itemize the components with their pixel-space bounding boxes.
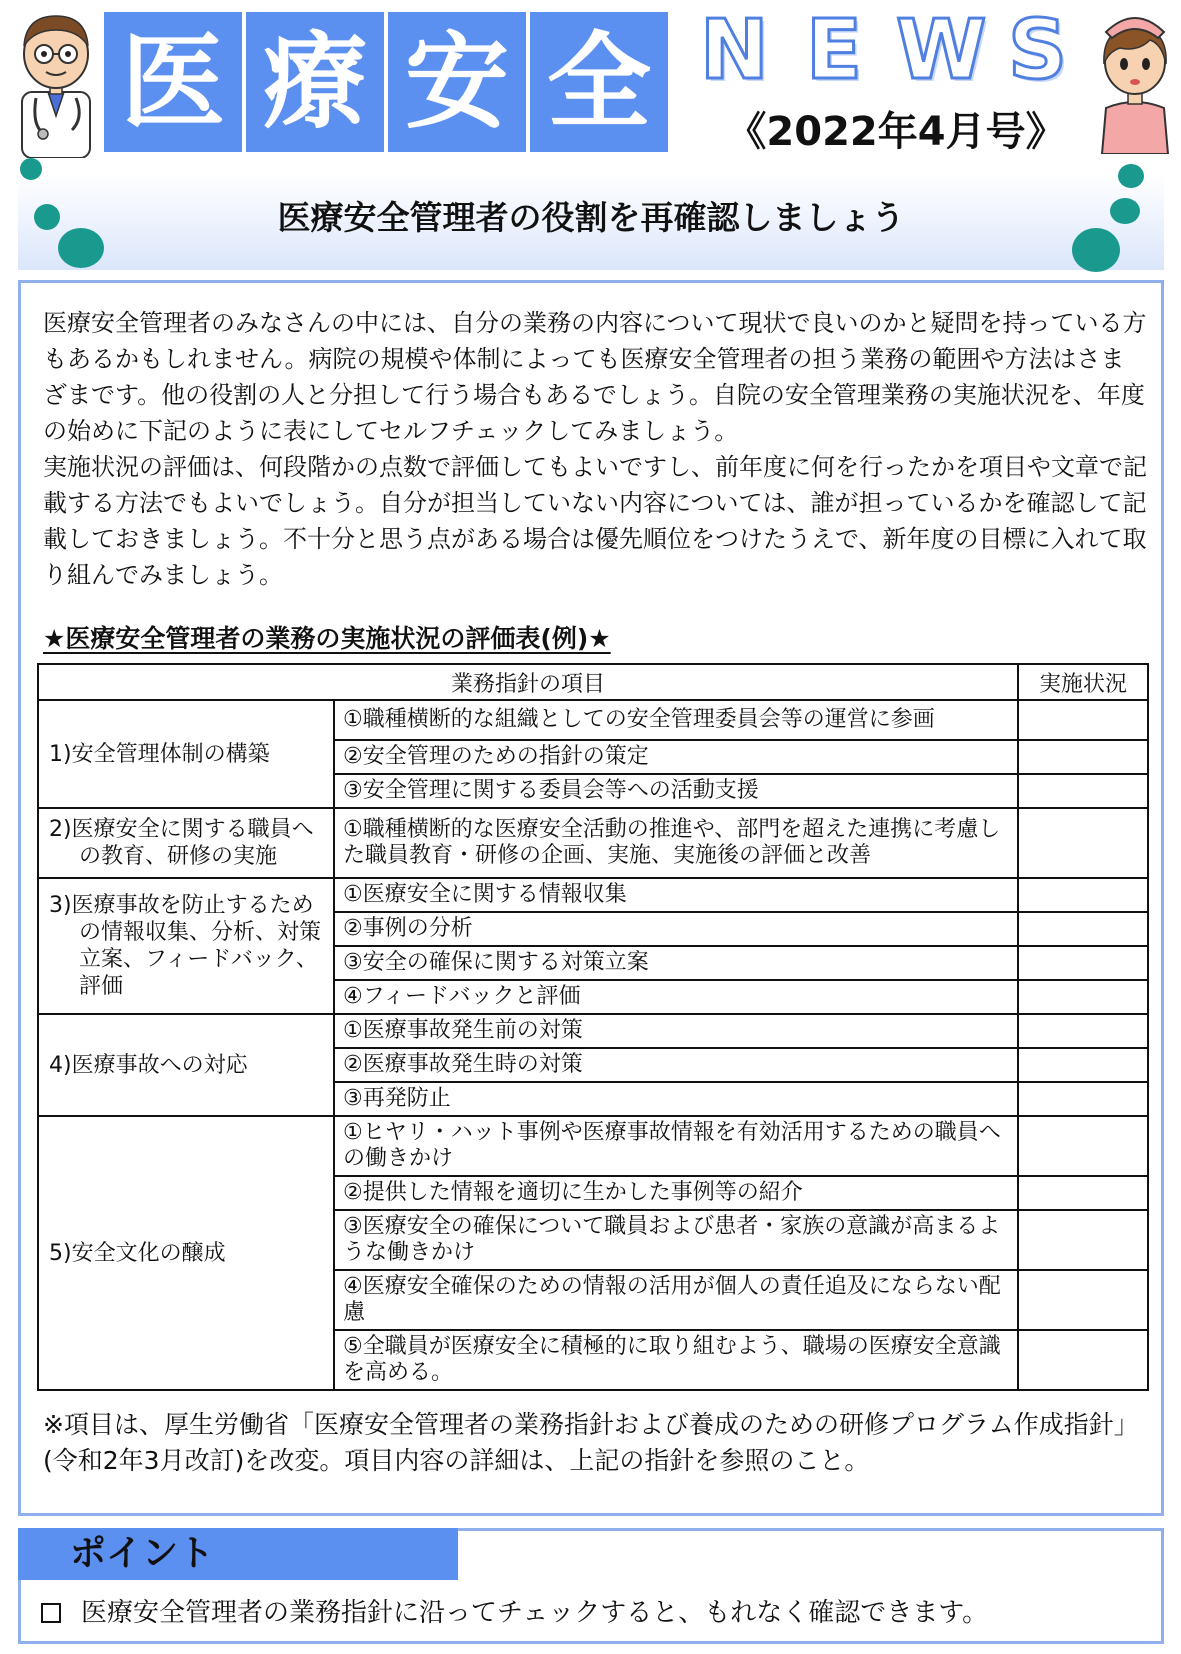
item-cell: ⑤全職員が医療安全に積極的に取り組むよう、職場の医療安全意識を高める。: [334, 1330, 1018, 1390]
item-cell: ②医療事故発生時の対策: [334, 1048, 1018, 1082]
decorative-dot-icon: [1118, 164, 1144, 188]
item-cell: ②安全管理のための指針の策定: [334, 740, 1018, 774]
status-cell[interactable]: [1018, 774, 1148, 808]
title-char-4: 全: [530, 12, 668, 152]
point-item-text: 医療安全管理者の業務指針に沿ってチェックすると、もれなく確認できます。: [81, 1598, 989, 1628]
table-header-row: [38, 664, 1148, 700]
header-status: 実施状況: [1018, 664, 1148, 700]
decorative-dot-icon: [1110, 198, 1140, 224]
item-cell: ③医療安全の確保について職員および患者・家族の意識が高まるような働きかけ: [334, 1210, 1018, 1270]
title-char-1: 医: [104, 12, 242, 152]
table-title: ★医療安全管理者の業務の実施状況の評価表(例)★: [43, 624, 611, 653]
status-cell[interactable]: [1018, 980, 1148, 1014]
point-box: [18, 1528, 1164, 1644]
item-cell: ①医療安全に関する情報収集: [334, 878, 1018, 912]
checkbox-icon[interactable]: [41, 1603, 61, 1623]
item-cell: ③再発防止: [334, 1082, 1018, 1116]
issue-date: 《2022年4月号》: [726, 109, 1066, 155]
decorative-dot-icon: [1072, 228, 1120, 272]
intro-text: [43, 305, 1147, 593]
item-cell: ③安全の確保に関する対策立案: [334, 946, 1018, 980]
subtitle-band: [18, 174, 1164, 270]
point-item: [41, 1593, 1141, 1633]
news-letter-s: S: [1008, 3, 1068, 98]
table-row: [38, 878, 1148, 912]
status-cell[interactable]: [1018, 1330, 1148, 1390]
source-note: ※項目は、厚生労働省「医療安全管理者の業務指針および養成のための研修プログラム作成指針」(令和2年3月改訂)を改変。項目内容の詳細は、上記の指針を参照のこと。: [43, 1410, 1139, 1475]
main-panel: [18, 280, 1164, 1516]
status-cell[interactable]: [1018, 808, 1148, 878]
table-row: [38, 700, 1148, 740]
status-cell[interactable]: [1018, 1014, 1148, 1048]
status-cell[interactable]: [1018, 878, 1148, 912]
item-cell: ④フィードバックと評価: [334, 980, 1018, 1014]
decorative-dot-icon: [34, 204, 60, 230]
item-cell: ①医療事故発生前の対策: [334, 1014, 1018, 1048]
newsletter-header: [0, 0, 1181, 160]
status-cell[interactable]: [1018, 912, 1148, 946]
nurse-illustration-icon: [1092, 4, 1178, 154]
item-cell: ①ヒヤリ・ハット事例や医療事故情報を有効活用するための職員への働きかけ: [334, 1116, 1018, 1176]
doctor-illustration-icon: [8, 6, 104, 158]
news-letter-e: E: [806, 3, 863, 98]
intro-paragraph-2: 実施状況の評価は、何段階かの点数で評価してもよいですし、前年度に何を行ったかを項目や文章で記載する方法でもよいでしょう。自分が担当していない内容については、誰が担っているかを確認して記載しておきましょう。不十分と思う点がある場合は優先順位をつけたうえで、新年度の目標に入れて取り組んでみましょう。: [43, 453, 1147, 589]
status-cell[interactable]: [1018, 740, 1148, 774]
status-cell[interactable]: [1018, 700, 1148, 740]
category-cell: 5)安全文化の醸成: [38, 1116, 334, 1390]
table-row: [38, 808, 1148, 878]
point-label: ポイント: [18, 1528, 458, 1580]
title-char-3: 安: [388, 12, 526, 152]
item-cell: ③安全管理に関する委員会等への活動支援: [334, 774, 1018, 808]
header-items: 業務指針の項目: [38, 664, 1018, 700]
item-cell: ④医療安全確保のための情報の活用が個人の責任追及にならない配慮: [334, 1270, 1018, 1330]
item-cell: ②事例の分析: [334, 912, 1018, 946]
item-cell: ①職種横断的な医療安全活動の推進や、部門を超えた連携に考慮した職員教育・研修の企画、実施、実施後の評価と改善: [334, 808, 1018, 878]
status-cell[interactable]: [1018, 1048, 1148, 1082]
decorative-dot-icon: [58, 228, 104, 268]
status-cell[interactable]: [1018, 946, 1148, 980]
evaluation-table: [37, 663, 1149, 1391]
table-row: [38, 1014, 1148, 1048]
decorative-dot-icon: [20, 158, 42, 180]
category-cell: 2)医療安全に関する職員への教育、研修の実施: [38, 808, 334, 878]
item-cell: ②提供した情報を適切に生かした事例等の紹介: [334, 1176, 1018, 1210]
status-cell[interactable]: [1018, 1082, 1148, 1116]
category-cell: 1)安全管理体制の構築: [38, 700, 334, 808]
news-letter-n: N: [700, 3, 769, 98]
status-cell[interactable]: [1018, 1176, 1148, 1210]
status-cell[interactable]: [1018, 1270, 1148, 1330]
news-letter-w: W: [896, 3, 987, 98]
table-row: [38, 1116, 1148, 1176]
title-char-2: 療: [246, 12, 384, 152]
status-cell[interactable]: [1018, 1116, 1148, 1176]
subtitle: 医療安全管理者の役割を再確認しましょう: [277, 198, 905, 237]
category-cell: 3)医療事故を防止するための情報収集、分析、対策立案、フィードバック、評価: [38, 878, 334, 1014]
intro-paragraph-1: 医療安全管理者のみなさんの中には、自分の業務の内容について現状で良いのかと疑問を持っている方もあるかもしれません。病院の規模や体制によっても医療安全管理者の担う業務の範囲や方法はさまざまです。他の役割の人と分担して行う場合もあるでしょう。自院の安全管理業務の実施状況を、年度の始めに下記のように表にしてセルフチェックしてみましょう。: [43, 309, 1147, 445]
item-cell: ①職種横断的な組織としての安全管理委員会等の運営に参画: [334, 700, 1018, 740]
status-cell[interactable]: [1018, 1210, 1148, 1270]
category-cell: 4)医療事故への対応: [38, 1014, 334, 1116]
news-wordmark: [700, 3, 1090, 98]
